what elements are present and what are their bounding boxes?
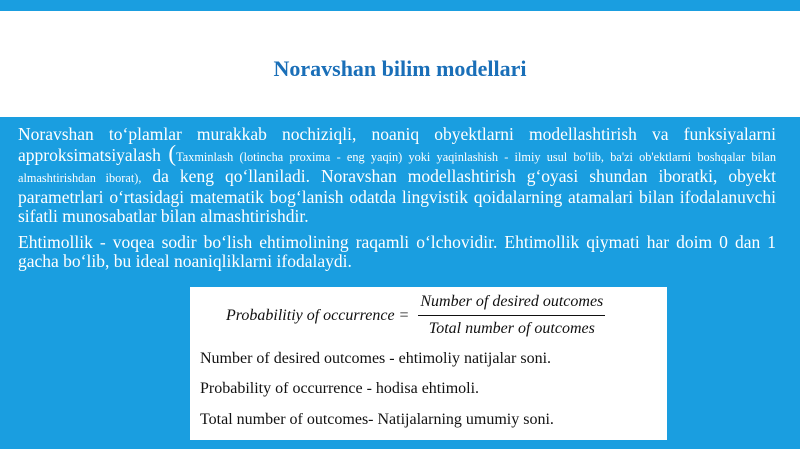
open-paren: ( <box>168 141 177 166</box>
approximation-note: Taxminlash (lotincha proxima - eng yaqin) yoki yaqinlashish - ilmiy usul bo'lib, ba'zi ob'ektlarni boshqalar bilan almashtirishdan iborat), <box>18 150 776 185</box>
slide-body <box>18 125 776 278</box>
paragraph-probability: Ehtimollik - voqea sodir bo‘lish ehtimolining raqamli o‘lchovidir. Ehtimollik qiymati har doim 0 dan 1 gacha bo‘lib, bu ideal noaniqliklarni ifodalaydi. <box>18 232 776 271</box>
paragraph1-part2: da keng qo‘llaniladi. Noravshan modellashtirish g‘oyasi shundan iboratki, obyekt parametrlari o‘rtasidagi matematik bog‘lanish odatda lingvistik qoidalarning atamalari bilan ifodalanuvchi sifatli munosabatlar bilan almashtirishdir. <box>18 166 776 226</box>
definition-probability: Probability of occurrence - hodisa ehtimoli. <box>200 380 480 397</box>
slide-title: Noravshan bilim modellari <box>273 56 527 81</box>
paragraph1-part1: Noravshan to‘plamlar murakkab nochiziqli, noaniq obyektlarni modellashtirish va funksiyalarni approksimatsiyalash <box>18 124 776 165</box>
formula-lhs: Probabilitiy of occurrence = <box>226 306 410 324</box>
formula-numerator: Number of desired outcomes <box>418 293 605 316</box>
formula-denominator: Total number of outcomes <box>428 320 595 337</box>
top-accent-band <box>0 0 800 11</box>
formula-box <box>190 287 667 440</box>
probability-formula <box>226 293 605 338</box>
paragraph-fuzzy-sets <box>18 125 776 226</box>
definition-total-outcomes: Total number of outcomes- Natijalarning umumiy soni. <box>200 411 554 428</box>
definition-desired-outcomes: Number of desired outcomes - ehtimoliy natijalar soni. <box>200 350 552 367</box>
formula-fraction <box>418 293 605 338</box>
